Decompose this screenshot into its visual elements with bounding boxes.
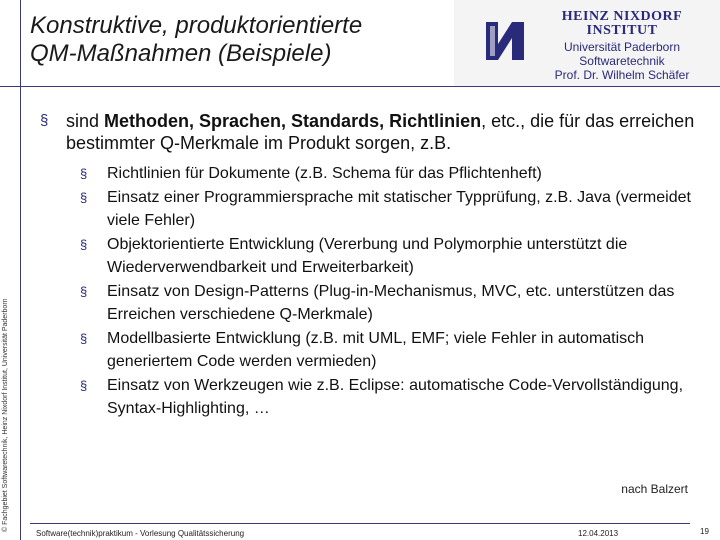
logo-university: Universität Paderborn [563,40,681,54]
main-bullet-suffix: , etc., die für das erreichen bestimmter Q-Merkmale im Produkt sorgen, z.B. [66,111,695,153]
main-bullet-prefix: sind [66,111,105,131]
list-item-text: Richtlinien für Dokumente (z.B. Schema für das Pflichtenheft) [107,165,542,182]
logo-department: Softwaretechnik [579,54,665,68]
list-item [80,233,710,280]
bullet-icon: § [80,283,88,299]
copyright-sidebar: © Fachgebiet Softwaretechnik, Heinz Nixdorf Institut, Universität Paderborn [2,298,9,532]
list-item-text: Objektorientierte Entwicklung (Vererbung und Polymorphie unterstützt die Wiederverwendbarkeit und Erweiterbarkeit) [107,235,628,276]
bullet-icon: § [80,330,88,346]
slide-content [40,110,710,421]
title-line-1: Konstruktive, produktorientierte [30,12,363,39]
left-rule [20,0,21,540]
hni-logo-icon [482,18,528,64]
list-item [80,374,710,421]
list-item-text: Modellbasierte Entwicklung (z.B. mit UML, EMF; viele Fehler in automatisch generiertem Code werden vermieden) [107,329,645,370]
list-item-text: Einsatz von Werkzeugen wie z.B. Eclipse: automatische Code-Vervollständigung, Syntax-Highlighting, … [107,376,684,417]
slide-title [30,12,450,68]
main-bullet [40,110,710,154]
sub-bullet-list [40,162,710,421]
list-item [80,186,710,233]
logo-text [532,10,712,82]
list-item [80,327,710,374]
title-line-2: QM-Maßnahmen (Beispiele) [30,40,332,67]
page-number: 19 [700,527,709,536]
bullet-icon: § [80,377,88,393]
bullet-icon: § [80,166,88,181]
footer-date: 12.04.2013 [578,529,619,538]
footer-rule [30,523,690,524]
header-rule [0,86,720,87]
bullet-icon: § [80,189,88,205]
logo-institute: HEINZ NIXDORF INSTITUT [561,9,683,38]
main-bullet-bold: Methoden, Sprachen, Standards, Richtlinien [104,111,482,131]
list-item-text: Einsatz einer Programmiersprache mit statischer Typprüfung, z.B. Java (vermeidet viele Fehler) [107,188,691,229]
footer-course: Software(technik)praktikum - Vorlesung Qualitätssicherung [36,529,245,538]
bullet-icon: § [40,112,49,129]
list-item [80,280,710,327]
source-credit: nach Balzert [621,482,688,496]
list-item-text: Einsatz von Design-Patterns (Plug-in-Mechanismus, MVC, etc. unterstützen das Erreichen verschiedene Q-Merkmale) [107,282,675,323]
logo-professor: Prof. Dr. Wilhelm Schäfer [554,68,690,82]
bullet-icon: § [80,236,88,252]
list-item [80,162,710,186]
